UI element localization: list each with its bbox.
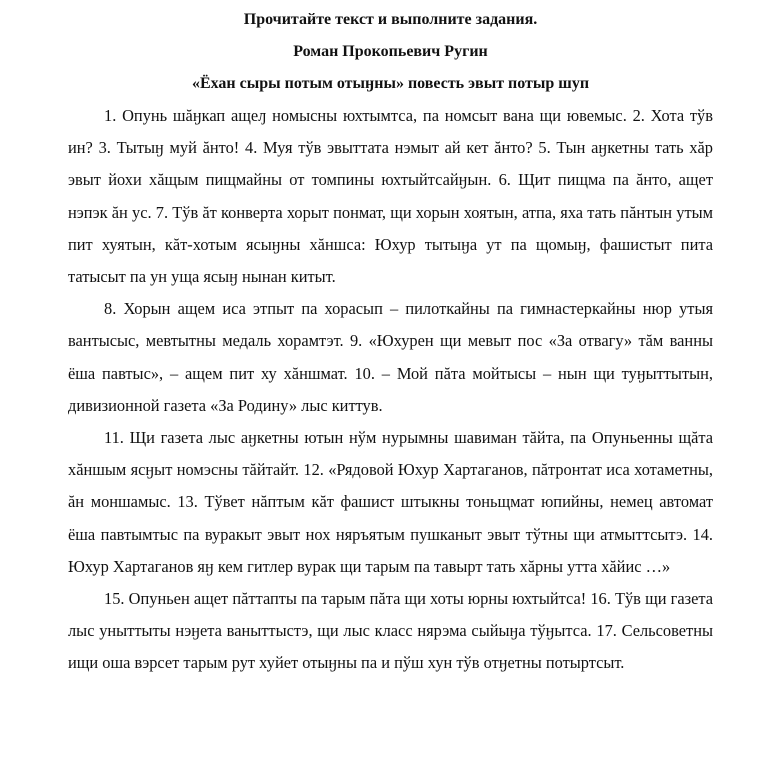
paragraph-1: 1. Опунь шăӈкап ащеԓ номысны юхтымтса, па номсыт вана щи ювемыс. 2. Хота тўв ин? 3. Тытыӈ муй ăнто! 4. Муя тўв эвыттата нэмыт ай кет ăнто? 5. Тын аӈкетны тать хăр эвыт йохи хăщым пищмайны от томпины юхтыйтсайӈын. 6. Щит пищма па ăнто, ащет нэпэк ăн ус. 7. Тўв ăт конверта хорыт понмат, щи хорын хоятын, атпа, яха тать пăнтын утым пит хуятын, кăт-хотым ясыӈны хăншса: Юхур тытыӈа ут па щомыӈ, фашистыт пита татысыт па ун уща ясыӈ нынан китыт. — [68, 106, 713, 287]
author-heading: Роман Прокопьевич Ругин — [293, 43, 488, 60]
paragraph-3: 11. Щи газета лыс аӈкетны ютын нўм нурымны шавиман тăйта, па Опуньенны щăта хăншым ясӈыт номэсны тăйтайт. 12. «Рядовой Юхур Хартаганов, пăтронтат иса хотаметны, ăн моншамыс. 13. Тўвет нăптым кăт фашист штыкны тоньщмат юпийны, немец автомат ёша павтымтыс па вуракыт эвыт нох няръятым пушканыт эвыт тўтны щи атмыттсытэ. 14. Юхур Хартаганов яӈ кем гитлер вурак щи тарым па тавырт тать хăрны утта хăйис …» — [68, 428, 713, 576]
instruction-heading: Прочитайте текст и выполните задания. — [243, 11, 538, 28]
paragraph-4: 15. Опуньен ащет пăттапты па тарым пăта щи хоты юрны юхтыйтса! 16. Тўв щи газета лыс уныттыты нэӈета ваныттыстэ, щи лыс класс нярэма сыйыӈа тўӈытса. 17. Сельсоветны ищи оша вэрсет тарым рут хуйет отыӈны па и пўш хун тўв отӈетны потыртсыт. — [68, 589, 713, 673]
text-title: «Ёхан сыры потым отыӈны» повесть эвыт потыр шуп — [191, 75, 590, 92]
paragraph-2: 8. Хорын ащем иса этпыт па хорасып – пилоткайны па гимнастеркайны нюр утыя вантысыс, мевтытны медаль хорамтэт. 9. «Юхурен щи мевыт пос «За отвагу» тăм ванны ёша павтыс», – ащем пит ху хăншмат. 10. – Мой пăта мойтысы – нын щи туӈыттытын, дивизионной газета «За Родину» лыс киттув. — [68, 299, 713, 415]
